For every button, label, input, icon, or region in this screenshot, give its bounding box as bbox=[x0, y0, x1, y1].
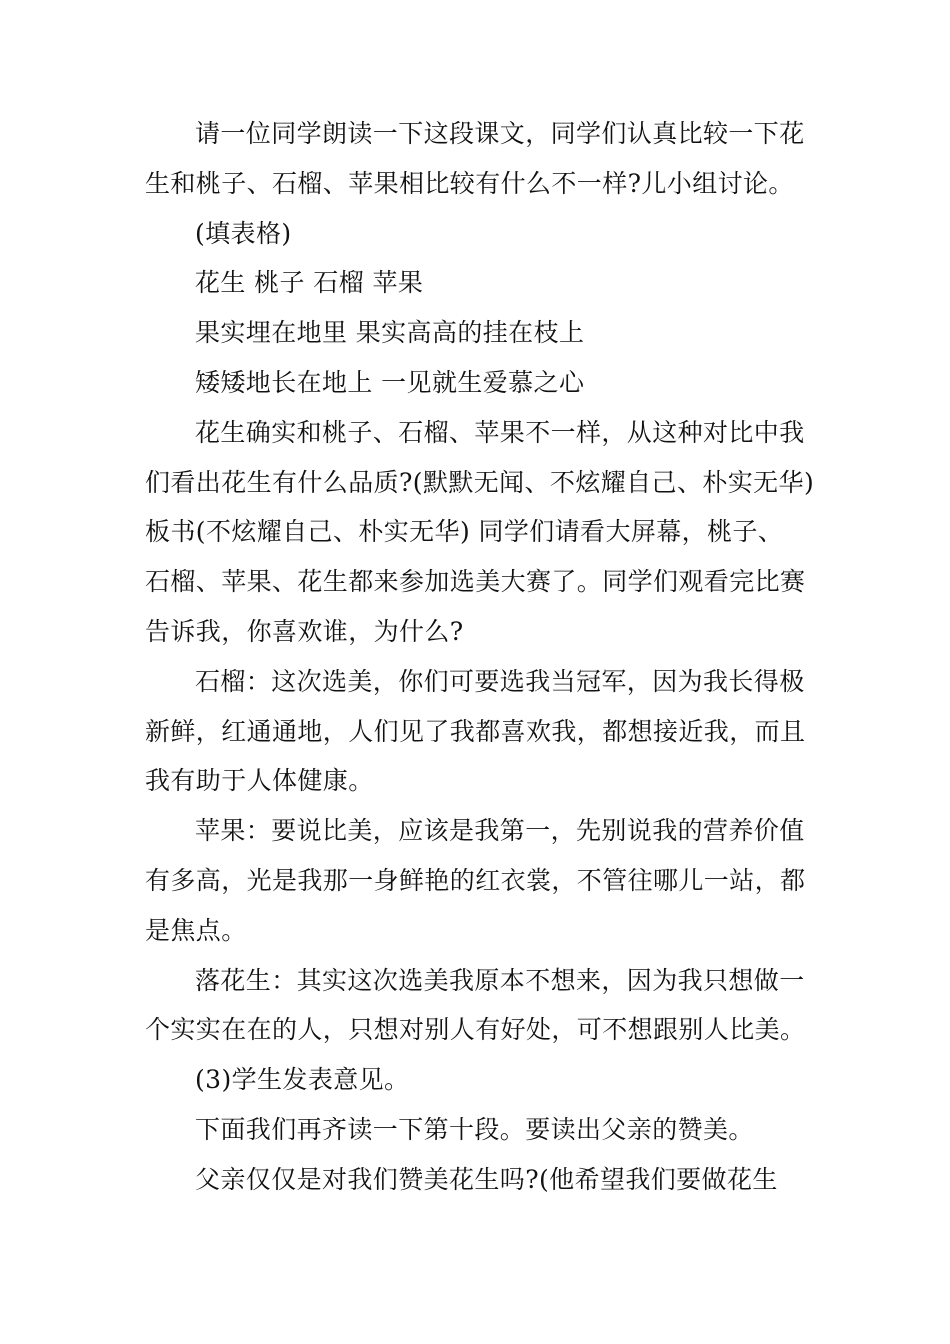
text-line: 们看出花生有什么品质?(默默无闻、不炫耀自己、朴实无华) bbox=[145, 467, 815, 497]
document-page bbox=[145, 109, 815, 1205]
paragraph-apple bbox=[145, 806, 810, 955]
paragraph-pomegranate bbox=[145, 657, 810, 806]
text-line: 落花生：其实这次选美我原本不想来，因为我只想做一 bbox=[195, 965, 805, 995]
paragraph-student-opinions bbox=[145, 1055, 810, 1105]
text-line: 有多高，光是我那一身鲜艳的红衣裳，不管往哪儿一站，都 bbox=[145, 865, 806, 895]
text-line: 生和桃子、石榴、苹果相比较有什么不一样?儿小组讨论。 bbox=[145, 168, 794, 198]
paragraph-reading-prompt bbox=[145, 109, 810, 209]
paragraph-peanut bbox=[145, 956, 810, 1056]
paragraph-father-question bbox=[145, 1155, 810, 1205]
paragraph-table-row-1 bbox=[145, 308, 810, 358]
text-line: 新鲜，红通通地，人们见了我都喜欢我，都想接近我，而且 bbox=[145, 716, 806, 746]
text-line: 矮矮地长在地上 一见就生爱慕之心 bbox=[195, 367, 585, 397]
text-line: 父亲仅仅是对我们赞美花生吗?(他希望我们要做花生 bbox=[195, 1164, 778, 1194]
text-line: 板书(不炫耀自己、朴实无华) 同学们请看大屏幕，桃子、 bbox=[145, 517, 784, 547]
paragraph-peanut-quality bbox=[145, 408, 815, 657]
text-line: 苹果：要说比美，应该是我第一，先别说我的营养价值 bbox=[195, 816, 805, 846]
paragraph-table-header bbox=[145, 258, 810, 308]
text-line: 果实埋在地里 果实高高的挂在枝上 bbox=[195, 318, 585, 348]
text-line: 花生确实和桃子、石榴、苹果不一样，从这种对比中我 bbox=[195, 417, 805, 447]
text-line: 请一位同学朗读一下这段课文，同学们认真比较一下花 bbox=[195, 119, 805, 148]
text-line: 下面我们再齐读一下第十段。要读出父亲的赞美。 bbox=[195, 1114, 754, 1144]
paragraph-table-row-2 bbox=[145, 358, 810, 408]
text-line: 是焦点。 bbox=[145, 915, 247, 945]
text-line: (3)学生发表意见。 bbox=[195, 1065, 410, 1095]
text-line: 花生 桃子 石榴 苹果 bbox=[195, 268, 424, 298]
text-line: 我有助于人体健康。 bbox=[145, 766, 374, 796]
text-line: 石榴：这次选美，你们可要选我当冠军，因为我长得极 bbox=[195, 666, 805, 696]
text-line: 告诉我，你喜欢谁，为什么? bbox=[145, 616, 464, 646]
text-line: 石榴、苹果、花生都来参加选美大赛了。同学们观看完比赛 bbox=[145, 567, 806, 597]
text-line: (填表格) bbox=[195, 218, 292, 248]
paragraph-read-tenth bbox=[145, 1105, 810, 1155]
paragraph-fill-table bbox=[145, 209, 810, 259]
text-line: 个实实在在的人，只想对别人有好处，可不想跟别人比美。 bbox=[145, 1015, 806, 1045]
